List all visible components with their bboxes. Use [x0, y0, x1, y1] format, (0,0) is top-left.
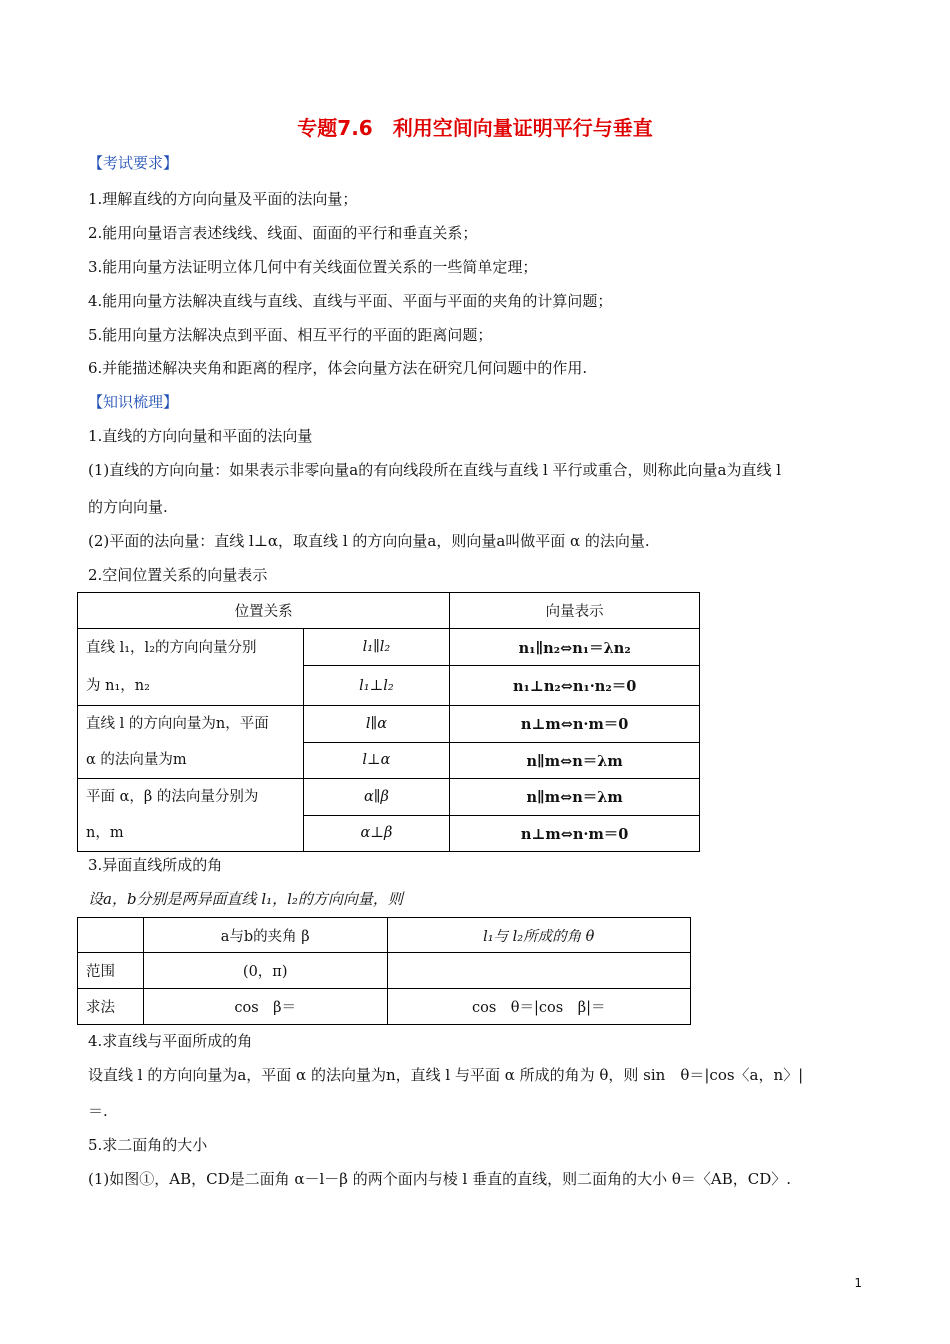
k1-heading: 1.直线的方向向量和平面的法向量	[88, 427, 313, 445]
table-header-vector: 向量表示	[450, 593, 700, 629]
table-cell-relation: l₁⊥l₂	[303, 666, 450, 706]
table-cell-vector: n⊥m⇔n·m＝0	[450, 706, 700, 743]
angle-table-row-range: 范围	[78, 953, 144, 989]
angle-table-cell: (0，π)	[143, 953, 387, 989]
page-number: 1	[854, 1276, 862, 1290]
angle-table-cell	[387, 953, 691, 989]
table-group-line-plane: 直线 l 的方向向量为n，平面 α 的法向量为m	[78, 706, 304, 779]
table-cell-relation: l₁∥l₂	[303, 629, 450, 666]
section-exam-requirements: 【考试要求】	[88, 154, 179, 172]
angle-table-corner	[78, 918, 144, 953]
angle-table-header-beta: a与b的夹角 β	[143, 918, 387, 953]
angle-table-cell: cos β＝	[143, 989, 387, 1025]
k4-heading: 4.求直线与平面所成的角	[88, 1032, 253, 1050]
position-relation-table	[77, 592, 700, 852]
k1-paragraph-2: (2)平面的法向量：直线 l⊥α，取直线 l 的方向向量a，则向量a叫做平面 α 的法向量.	[88, 532, 650, 550]
table-group-lines: 直线 l₁，l₂的方向向量分别 为 n₁，n₂	[78, 629, 304, 706]
table-cell-relation: l⊥α	[303, 742, 450, 779]
angle-table-cell: cos θ＝|cos β|＝	[387, 989, 691, 1025]
requirement-2: 2.能用向量语言表述线线、线面、面面的平行和垂直关系；	[88, 224, 478, 242]
skew-angle-table	[77, 917, 691, 1025]
k3-intro: 设a，b分别是两异面直线 l₁，l₂的方向向量，则	[88, 890, 403, 908]
angle-table-header-theta: l₁与 l₂所成的角 θ	[387, 918, 691, 953]
requirement-5: 5.能用向量方法解决点到平面、相互平行的平面的距离问题；	[88, 326, 493, 344]
k4-line-1: 设直线 l 的方向向量为a，平面 α 的法向量为n，直线 l 与平面 α 所成的角为 θ，则 sin θ＝|cos〈a，n〉|	[88, 1066, 804, 1084]
table-cell-vector: n₁∥n₂⇔n₁＝λn₂	[450, 629, 700, 666]
k5-heading: 5.求二面角的大小	[88, 1136, 208, 1154]
k5-line-1: (1)如图①，AB，CD是二面角 α－l－β 的两个面内与棱 l 垂直的直线，则二面角的大小 θ＝〈AB，CD〉.	[88, 1170, 792, 1188]
table-cell-vector: n⊥m⇔n·m＝0	[450, 815, 700, 852]
table-header-relation: 位置关系	[78, 593, 450, 629]
table-cell-relation: α⊥β	[303, 815, 450, 852]
table-cell-vector: n∥m⇔n＝λm	[450, 742, 700, 779]
requirement-1: 1.理解直线的方向向量及平面的法向量；	[88, 190, 358, 208]
k1-paragraph-1-line-2: 的方向向量.	[88, 498, 168, 516]
k4-line-2: ＝.	[88, 1102, 108, 1120]
table-cell-relation: l∥α	[303, 706, 450, 743]
k3-heading: 3.异面直线所成的角	[88, 856, 223, 874]
requirement-3: 3.能用向量方法证明立体几何中有关线面位置关系的一些简单定理；	[88, 258, 538, 276]
table-cell-vector: n∥m⇔n＝λm	[450, 779, 700, 816]
requirement-4: 4.能用向量方法解决直线与直线、直线与平面、平面与平面的夹角的计算问题；	[88, 292, 613, 310]
table-cell-vector: n₁⊥n₂⇔n₁·n₂＝0	[450, 666, 700, 706]
k2-heading: 2.空间位置关系的向量表示	[88, 566, 268, 584]
table-cell-relation: α∥β	[303, 779, 450, 816]
angle-table-row-method: 求法	[78, 989, 144, 1025]
page-title: 专题7.6 利用空间向量证明平行与垂直	[297, 116, 653, 140]
k1-paragraph-1-line-1: (1)直线的方向向量：如果表示非零向量a的有向线段所在直线与直线 l 平行或重合，则称此向量a为直线 l	[88, 461, 782, 479]
section-knowledge: 【知识梳理】	[88, 393, 179, 411]
requirement-6: 6.并能描述解决夹角和距离的程序，体会向量方法在研究几何问题中的作用.	[88, 359, 588, 377]
table-group-planes: 平面 α，β 的法向量分别为 n，m	[78, 779, 304, 852]
